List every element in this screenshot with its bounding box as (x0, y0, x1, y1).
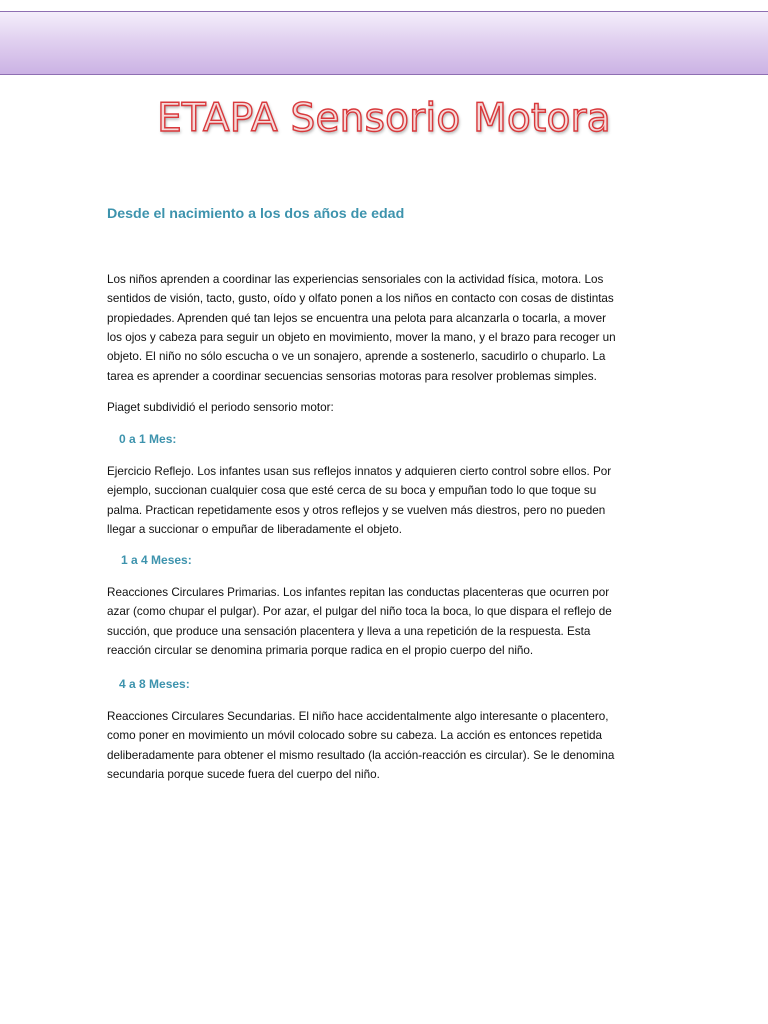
section-line: llegar a succionar o empuñar de liberadamente el objeto. (107, 523, 402, 537)
section-line: palma. Practican repetidamente esos y otros reflejos y se vuelven más diestros, pero no pueden (107, 503, 606, 517)
document-title: ETAPA Sensorio Motora (157, 96, 611, 141)
intro-line: Los niños aprenden a coordinar las experiencias sensoriales con la actividad física, motora. Los (107, 273, 604, 286)
section-heading-0-1-mes: 0 a 1 Mes: (119, 432, 177, 446)
intro-line: sentidos de visión, tacto, gusto, oído y olfato ponen a los niños en contacto con cosas de distintas (107, 292, 614, 306)
section-line: azar (como chupar el pulgar). Por azar, el pulgar del niño toca la boca, lo que dispara el reflejo de (107, 605, 612, 619)
intro-line: propiedades. Aprenden qué tan lejos se encuentra una pelota para alcanzarla o tocarla, a mover (107, 311, 607, 325)
section-line: ejemplo, succionan cualquier cosa que esté cerca de su boca y empuñan todo lo que toque su (107, 484, 597, 498)
intro-paragraph (107, 270, 687, 386)
section-paragraph-4-8-meses (107, 707, 687, 784)
intro-line: tarea es aprender a coordinar secuencias sensorias motoras para resolver problemas simples. (107, 369, 597, 383)
section-line: reacción circular se denomina primaria porque radica en el propio cuerpo del niño. (107, 644, 534, 658)
section-line: Reacciones Circulares Secundarias. El niño hace accidentalmente algo interesante o placentero, (107, 710, 609, 723)
section-line: Ejercicio Reflejo. Los infantes usan sus reflejos innatos y adquieren cierto control sobre ellos. Por (107, 465, 612, 478)
section-line: succión, que produce una sensación placentera y lleva a una repetición de la respuesta. Esta (107, 624, 591, 638)
section-heading-4-8-meses: 4 a 8 Meses: (119, 677, 190, 691)
section-line: como poner en movimiento un móvil colocado sobre su cabeza. La acción es entonces repetida (107, 729, 603, 743)
header-band (0, 11, 768, 75)
piaget-line: Piaget subdividió el periodo sensorio motor: (107, 401, 334, 414)
section-line: deliberadamente para obtener el mismo resultado (la acción-reacción es circular). Se le denomina (107, 748, 615, 762)
section-line: secundaria porque sucede fuera del cuerpo del niño. (107, 768, 380, 782)
intro-line: objeto. El niño no sólo escucha o ve un sonajero, aprende a sostenerlo, sacudirlo o chuparlo. La (107, 350, 606, 364)
section-paragraph-1-4-meses (107, 583, 687, 660)
piaget-paragraph (107, 398, 687, 417)
document-subtitle: Desde el nacimiento a los dos años de edad (107, 206, 405, 222)
section-paragraph-0-1-mes (107, 462, 687, 539)
section-line: Reacciones Circulares Primarias. Los infantes repitan las conductas placenteras que ocurren por (107, 586, 610, 599)
section-heading-1-4-meses: 1 a 4 Meses: (121, 553, 192, 567)
intro-line: los ojos y cabeza para seguir un objeto en movimiento, mover la mano, y el brazo para recoger un (107, 331, 616, 345)
